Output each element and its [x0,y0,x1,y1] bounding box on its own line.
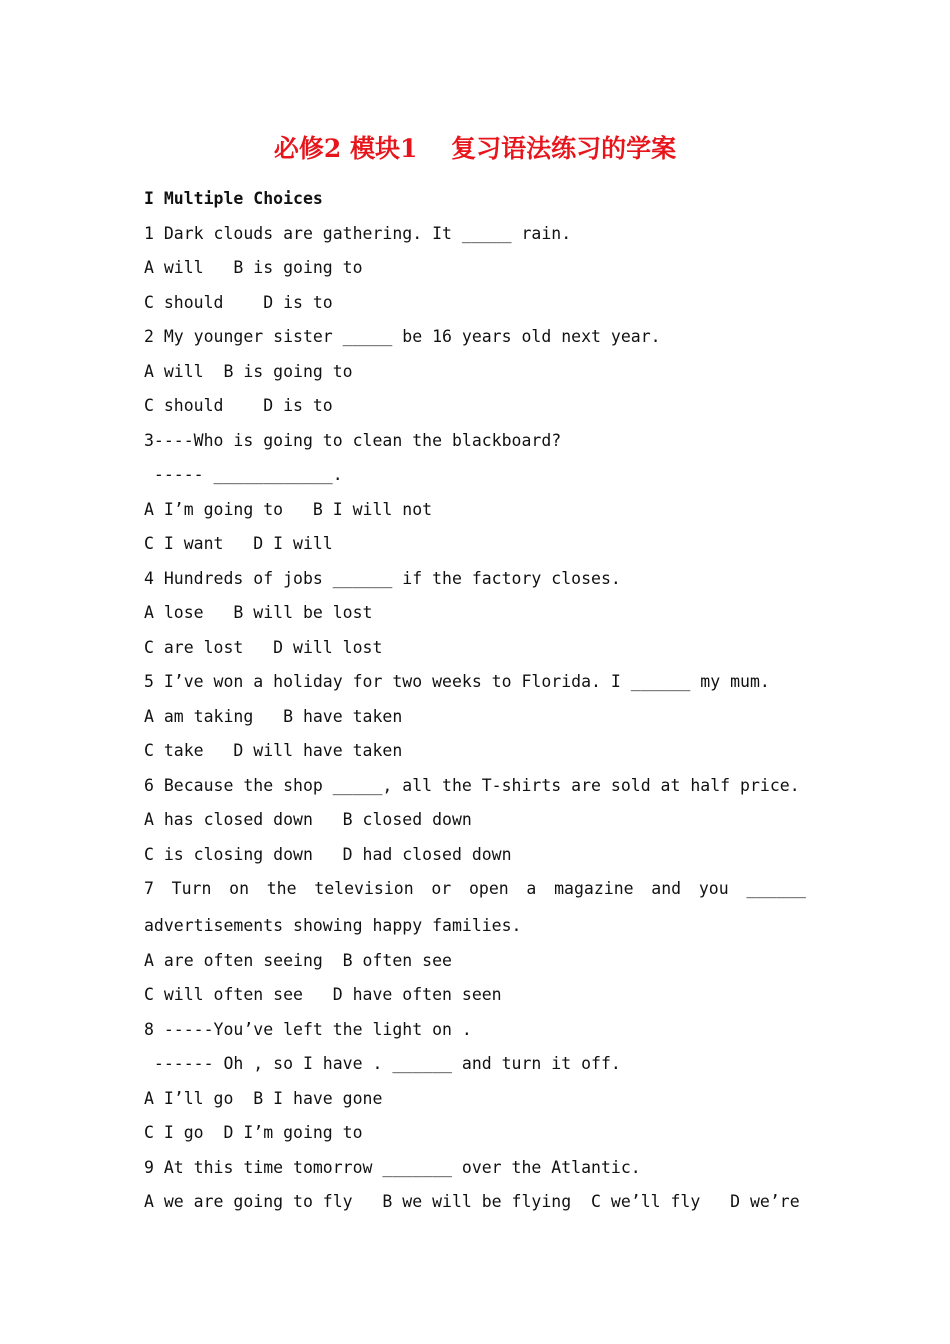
answer-blank-line: ----- ____________. [144,465,343,484]
question-line: 9 At this time tomorrow _______ over the Atlantic. [144,1157,641,1177]
options-line: C should D is to [144,292,333,312]
options-line: C are lost D will lost [144,637,383,657]
question-line: 1 Dark clouds are gathering. It _____ rain. [144,223,572,243]
options-line: A are often seeing B often see [144,950,452,970]
question-continuation: advertisements showing happy families. [144,916,522,935]
options-line: C I want D I will [144,534,333,553]
options-line: A lose B will be lost [144,603,373,622]
question-line: 4 Hundreds of jobs ______ if the factory closes. [144,568,621,588]
options-line: A I’m going to B I will not [144,499,433,519]
question-line: 6 Because the shop _____, all the T-shirts are sold at half price. [144,775,800,795]
page-title: 必修2 模块1 复习语法练习的学案 [273,134,677,163]
options-line: A I’ll go B I have gone [144,1088,383,1108]
options-line: A will B is going to [144,361,353,381]
question-line: 7 Turn on the television or open a magazine and you ______ [144,879,806,898]
question-line: 3----Who is going to clean the blackboard? [144,430,562,450]
section-heading: I Multiple Choices [144,189,323,208]
options-line: A will B is going to [144,258,363,277]
question-line: 8 -----You’ve left the light on . [144,1019,472,1039]
options-line: C take D will have taken [144,741,403,760]
exercise-body [144,186,824,1224]
options-line: A has closed down B closed down [144,810,472,829]
question-line: 2 My younger sister _____ be 16 years old next year. [144,327,661,346]
options-line: C should D is to [144,396,333,415]
question-line: 5 I’ve won a holiday for two weeks to Florida. I ______ my mum. [144,672,770,691]
options-line: C will often see D have often seen [144,985,502,1004]
options-line: C I go D I’m going to [144,1123,363,1142]
options-line: C is closing down D had closed down [144,844,512,864]
options-line: A we are going to fly B we will be flying C we’ll fly D we’re [144,1192,800,1211]
options-line: A am taking B have taken [144,706,403,726]
answer-blank-line: ------ Oh , so I have . ______ and turn it off. [144,1054,621,1073]
